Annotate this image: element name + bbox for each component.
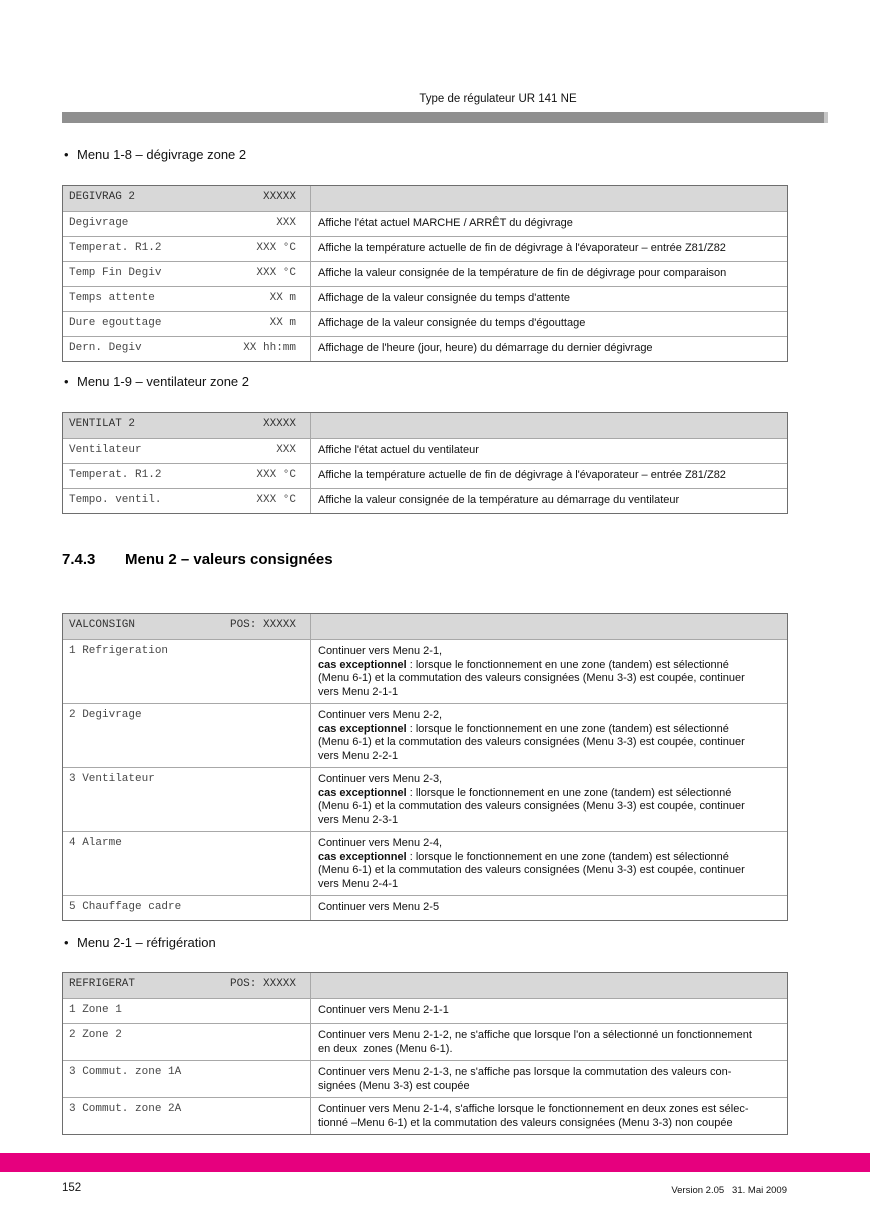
table-row [63, 895, 787, 920]
description-text: Continuer vers Menu 2-1, [318, 645, 443, 657]
description-text-bold: cas exceptionnel [318, 786, 407, 799]
menu-item-cell [63, 614, 311, 639]
bullet-item-menu-1-9 [64, 374, 249, 389]
description-cell [311, 186, 787, 211]
table-header-row [63, 413, 787, 438]
bullet-label: Menu 2-1 – réfrigération [77, 935, 216, 950]
menu-item-value: XXX °C [256, 494, 296, 506]
menu-item-cell [63, 312, 311, 336]
table-degivrage-zone-2 [62, 185, 788, 362]
description-cell [311, 337, 787, 361]
table-ventilateur-zone-2 [62, 412, 788, 514]
description-cell [311, 1061, 787, 1097]
menu-item-label: 4 Alarme [69, 837, 122, 849]
menu-item-label: 3 Commut. zone 1A [69, 1066, 182, 1078]
menu-item-label: DEGIVRAG 2 [69, 191, 136, 203]
description-text: vers Menu 2-2-1 [318, 749, 399, 762]
description-text: Continuer vers Menu 2-4, [318, 837, 443, 849]
menu-item-value: XX m [269, 292, 296, 304]
menu-item-value: XX m [269, 317, 296, 329]
description-cell [311, 640, 787, 703]
description-text: vers Menu 2-1-1 [318, 685, 399, 698]
menu-item-cell [63, 413, 311, 438]
table-header-row [63, 186, 787, 211]
menu-item-label: VALCONSIGN [69, 619, 136, 631]
description-cell [311, 768, 787, 831]
description-text: Continuer vers Menu 2-1-1 [318, 1004, 449, 1016]
menu-item-cell [63, 439, 311, 463]
menu-item-cell [63, 1098, 311, 1134]
description-cell [311, 413, 787, 438]
menu-item-label: Temperat. R1.2 [69, 242, 162, 254]
bullet-icon [64, 374, 77, 389]
menu-item-cell [63, 262, 311, 286]
menu-item-cell [63, 896, 311, 920]
bullet-icon [64, 935, 77, 950]
description-cell [311, 439, 787, 463]
table-header-row [63, 973, 787, 998]
table-row [63, 286, 787, 311]
description-text: Affichage de la valeur consignée du temps d'égouttage [318, 317, 586, 329]
bullet-label: Menu 1-8 – dégivrage zone 2 [77, 147, 247, 162]
description-text: vers Menu 2-4-1 [318, 877, 399, 890]
table-row [63, 336, 787, 361]
menu-item-cell [63, 337, 311, 361]
description-text: Affiche la température actuelle de fin de dégivrage à l'évaporateur – entrée Z81/Z82 [318, 469, 726, 481]
menu-item-value: XXX °C [256, 469, 296, 481]
table-row [63, 831, 787, 895]
description-text: Affiche la valeur consignée de la température au démarrage du ventilateur [318, 494, 680, 506]
description-text: Continuer vers Menu 2-1-4, s'affiche lorsque le fonctionnement en deux zones est sélec- [318, 1103, 749, 1115]
menu-item-value: XXX [276, 444, 296, 456]
menu-item-cell [63, 464, 311, 488]
section-title: Menu 2 – valeurs consignées [125, 551, 333, 568]
version-info: Version 2.05 31. Mai 2009 [671, 1185, 787, 1196]
description-text: (Menu 6-1) et la commutation des valeurs consignées (Menu 3-3) est coupée, continuer [318, 800, 745, 812]
menu-item-cell [63, 287, 311, 311]
menu-item-cell [63, 1024, 311, 1060]
menu-item-label: Ventilateur [69, 444, 142, 456]
description-text: en deux zones (Menu 6-1). [318, 1042, 453, 1055]
table-row [63, 767, 787, 831]
menu-item-value: XX hh:mm [243, 342, 296, 354]
description-text-bold: cas exceptionnel [318, 658, 407, 671]
description-cell [311, 832, 787, 895]
description-text: Affiche la température actuelle de fin de dégivrage à l'évaporateur – entrée Z81/Z82 [318, 242, 726, 254]
description-text: tionné –Menu 6-1) et la commutation des valeurs consignées (Menu 3-3) non coupée [318, 1116, 733, 1129]
bullet-item-menu-1-8 [64, 147, 246, 162]
page-number: 152 [62, 1182, 82, 1194]
menu-item-label: Dern. Degiv [69, 342, 142, 354]
description-text-bold: cas exceptionnel [318, 850, 407, 863]
table-row [63, 639, 787, 703]
page-header-title: Type de régulateur UR 141 NE [419, 93, 577, 105]
menu-item-value: POS: XXXXX [229, 619, 296, 631]
menu-item-label: 3 Ventilateur [69, 773, 155, 785]
menu-item-value: XXX °C [256, 242, 296, 254]
description-cell [311, 237, 787, 261]
description-text: : llorsque le fonctionnement en une zone (tandem) est sélectionné [406, 786, 732, 799]
table-row [63, 1023, 787, 1060]
description-text: : lorsque le fonctionnement en une zone (tandem) est sélectionné [406, 722, 729, 735]
table-row [63, 211, 787, 236]
description-cell [311, 312, 787, 336]
description-text: Affichage de la valeur consignée du temps d'attente [318, 292, 571, 304]
menu-item-label: VENTILAT 2 [69, 418, 136, 430]
bullet-item-menu-2-1 [64, 935, 216, 950]
description-text: vers Menu 2-3-1 [318, 813, 399, 826]
menu-item-cell [63, 999, 311, 1023]
description-cell [311, 896, 787, 920]
description-text: signées (Menu 3-3) est coupée [318, 1079, 470, 1092]
menu-item-cell [63, 1061, 311, 1097]
footer-accent-bar [0, 1153, 870, 1172]
menu-item-value: XXX [276, 217, 296, 229]
description-cell [311, 973, 787, 998]
table-row [63, 438, 787, 463]
menu-item-cell [63, 640, 311, 703]
description-cell [311, 287, 787, 311]
description-text: : lorsque le fonctionnement en une zone (tandem) est sélectionné [406, 658, 729, 671]
description-text-bold: cas exceptionnel [318, 722, 407, 735]
description-text: Affiche l'état actuel du ventilateur [318, 444, 479, 456]
table-valconsign [62, 613, 788, 921]
menu-item-value: POS: XXXXX [229, 978, 296, 990]
table-row [63, 311, 787, 336]
menu-item-label: Dure egouttage [69, 317, 162, 329]
description-cell [311, 1024, 787, 1060]
menu-item-cell [63, 832, 311, 895]
description-cell [311, 464, 787, 488]
description-cell [311, 704, 787, 767]
header-rule-bar [62, 112, 828, 123]
menu-item-cell [63, 237, 311, 261]
table-row [63, 236, 787, 261]
description-text: (Menu 6-1) et la commutation des valeurs consignées (Menu 3-3) est coupée, continuer [318, 672, 745, 684]
table-refrigerat [62, 972, 788, 1135]
menu-item-label: 5 Chauffage cadre [69, 901, 182, 913]
description-text: Affiche la valeur consignée de la température de fin de dégivrage pour comparaison [318, 267, 727, 279]
bullet-label: Menu 1-9 – ventilateur zone 2 [77, 374, 249, 389]
table-row [63, 488, 787, 513]
menu-item-cell [63, 704, 311, 767]
description-text: Continuer vers Menu 2-1-2, ne s'affiche que lorsque l'on a sélectionné un fonctionnement [318, 1029, 752, 1041]
menu-item-cell [63, 186, 311, 211]
table-row [63, 1097, 787, 1134]
menu-item-value: XXX °C [256, 267, 296, 279]
menu-item-cell [63, 489, 311, 513]
bullet-icon [64, 147, 77, 162]
menu-item-label: Temp Fin Degiv [69, 267, 162, 279]
menu-item-label: 1 Refrigeration [69, 645, 169, 657]
description-cell [311, 614, 787, 639]
description-text: Continuer vers Menu 2-1-3, ne s'affiche pas lorsque la commutation des valeurs con- [318, 1066, 732, 1078]
table-header-row [63, 614, 787, 639]
menu-item-cell [63, 973, 311, 998]
description-text: Affichage de l'heure (jour, heure) du démarrage du dernier dégivrage [318, 342, 653, 354]
menu-item-cell [63, 212, 311, 236]
description-text: Continuer vers Menu 2-5 [318, 901, 440, 913]
menu-item-label: REFRIGERAT [69, 978, 136, 990]
menu-item-label: 2 Degivrage [69, 709, 142, 721]
table-row [63, 261, 787, 286]
description-cell [311, 1098, 787, 1134]
description-text: (Menu 6-1) et la commutation des valeurs consignées (Menu 3-3) est coupée, continuer [318, 864, 745, 876]
table-row [63, 998, 787, 1023]
description-text: : lorsque le fonctionnement en une zone (tandem) est sélectionné [406, 850, 729, 863]
description-text: (Menu 6-1) et la commutation des valeurs consignées (Menu 3-3) est coupée, continuer [318, 736, 745, 748]
menu-item-label: Tempo. ventil. [69, 494, 162, 506]
table-row [63, 463, 787, 488]
description-cell [311, 489, 787, 513]
menu-item-label: 2 Zone 2 [69, 1029, 122, 1041]
menu-item-label: 1 Zone 1 [69, 1004, 122, 1016]
description-text: Continuer vers Menu 2-2, [318, 709, 443, 721]
description-text: Affiche l'état actuel MARCHE / ARRÊT du dégivrage [318, 217, 573, 229]
description-cell [311, 262, 787, 286]
description-text: Continuer vers Menu 2-3, [318, 773, 443, 785]
table-row [63, 703, 787, 767]
menu-item-label: Temperat. R1.2 [69, 469, 162, 481]
menu-item-value: XXXXX [262, 418, 296, 430]
menu-item-value: XXXXX [262, 191, 296, 203]
menu-item-cell [63, 768, 311, 831]
menu-item-label: 3 Commut. zone 2A [69, 1103, 182, 1115]
section-number: 7.4.3 [62, 551, 96, 568]
section-heading [62, 551, 333, 568]
table-row [63, 1060, 787, 1097]
menu-item-label: Temps attente [69, 292, 155, 304]
description-cell [311, 212, 787, 236]
description-cell [311, 999, 787, 1023]
menu-item-label: Degivrage [69, 217, 129, 229]
